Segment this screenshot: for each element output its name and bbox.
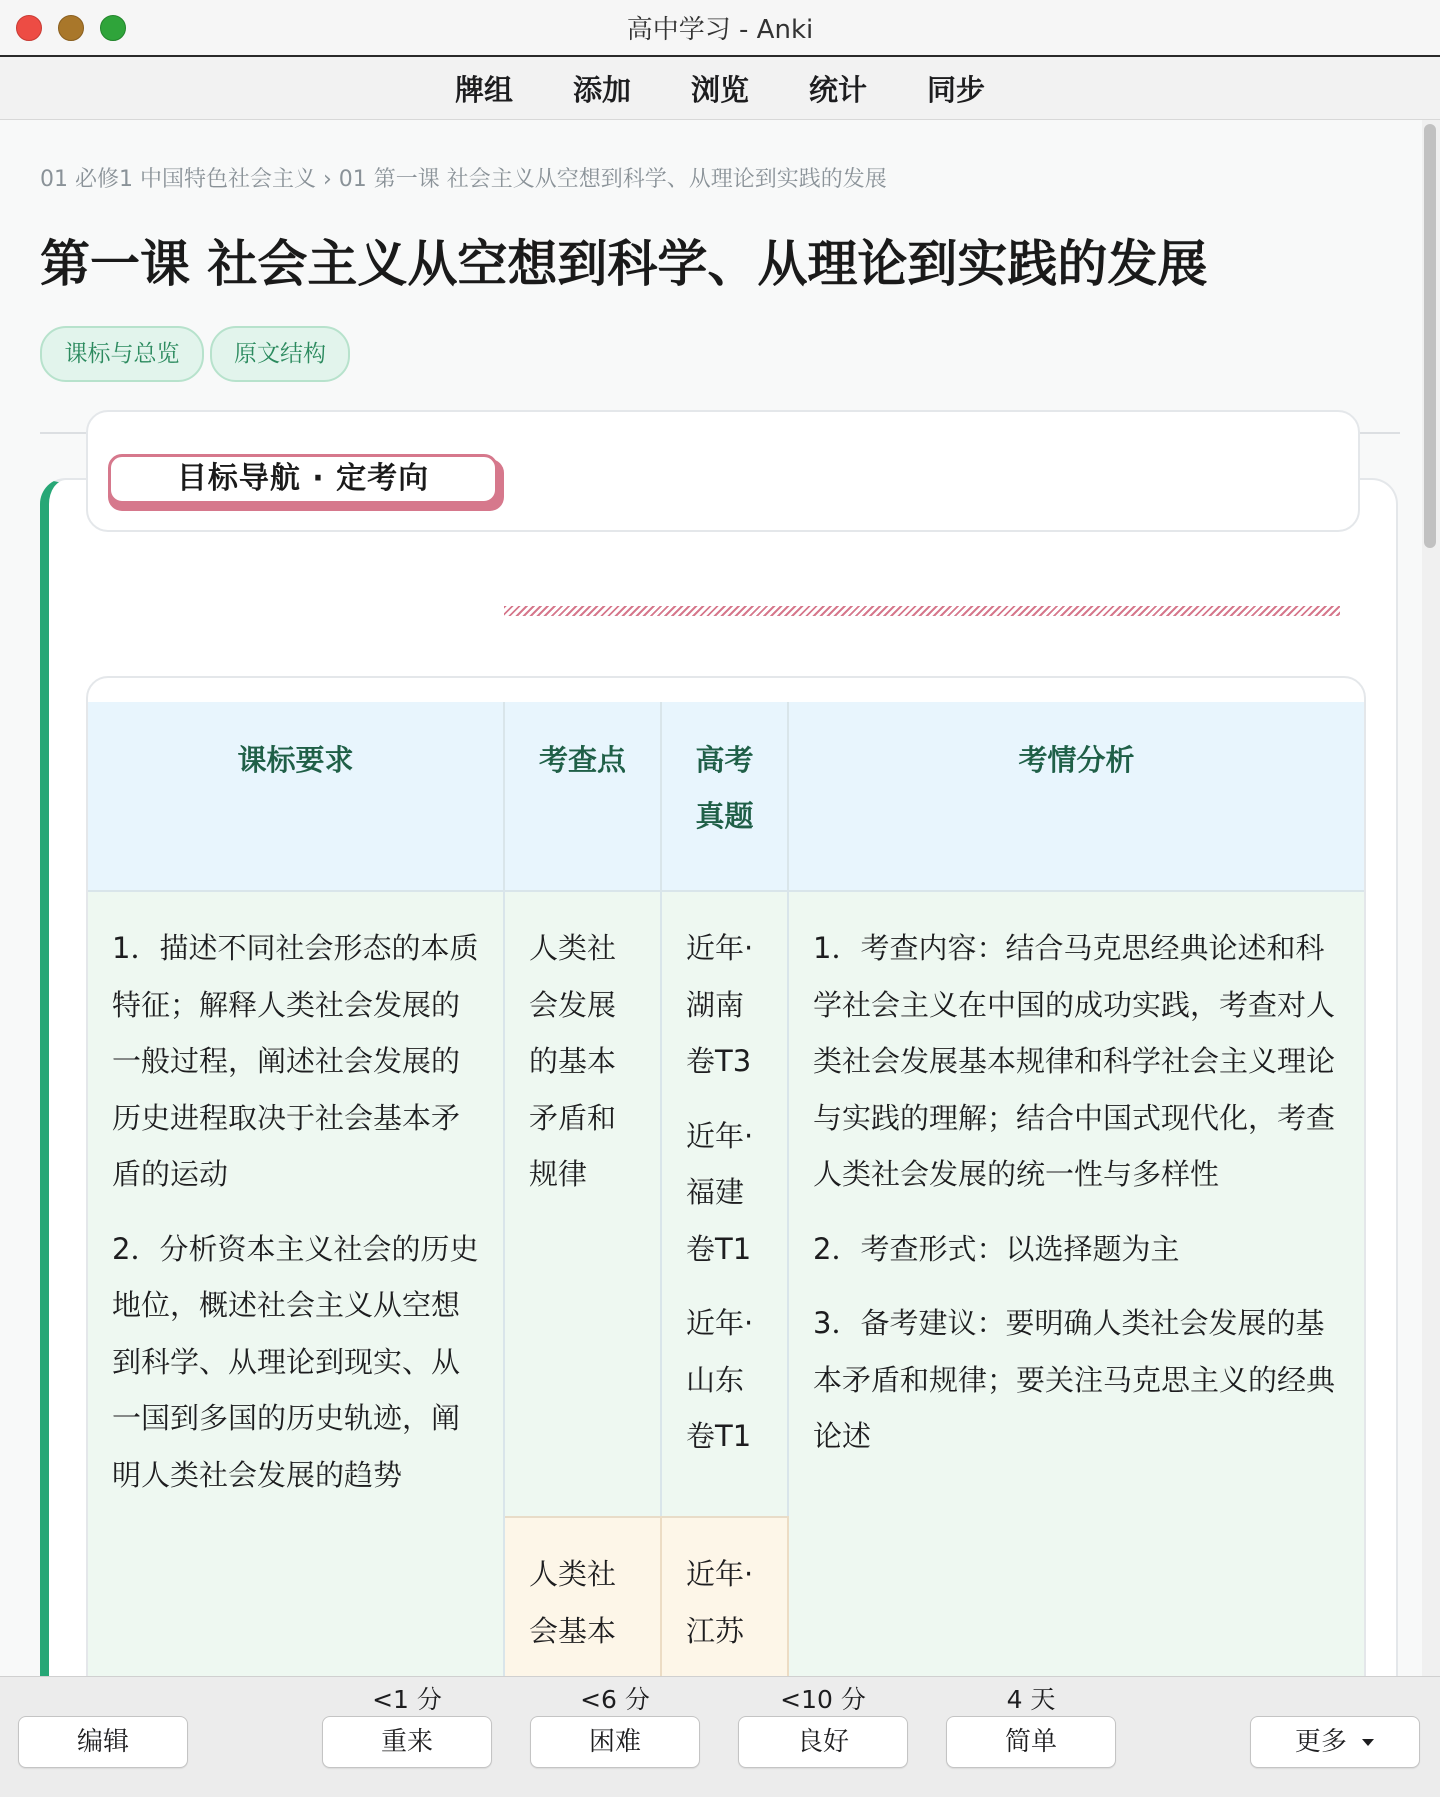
exam-question-2: 近年·福建卷T1	[686, 1118, 754, 1266]
header-analysis	[789, 702, 1364, 892]
zoom-window-icon[interactable]	[100, 15, 126, 41]
tag-text-structure[interactable]: 原文结构	[210, 326, 350, 382]
hard-button[interactable]: 困难	[530, 1716, 700, 1768]
minimize-window-icon[interactable]	[58, 15, 84, 41]
analysis-item-2: 2．考查形式：以选择题为主	[813, 1231, 1180, 1266]
header-test-point	[505, 702, 662, 892]
answer-bar	[0, 1676, 1440, 1797]
header-test-point-label: 考查点	[538, 743, 626, 777]
easy-interval: 4 天	[1006, 1685, 1056, 1714]
cell-analysis	[789, 892, 1364, 1690]
more-button[interactable]	[1250, 1716, 1420, 1768]
menu-browse[interactable]: 浏览	[690, 72, 749, 107]
analysis-item-3: 3．备考建议：要明确人类社会发展的基本矛盾和规律；要关注马克思主义的经典论述	[813, 1306, 1336, 1453]
more-button-label: 更多	[1294, 1727, 1347, 1757]
edit-button[interactable]: 编辑	[18, 1716, 188, 1768]
curriculum-item-1: 1．描述不同社会形态的本质特征；解释人类社会发展的一般过程，阐述社会发展的历史进程取决于社会基本矛盾的运动	[112, 931, 479, 1191]
exam-question-1: 近年·湖南卷T3	[686, 931, 754, 1078]
nav-hatch-decoration	[504, 606, 1340, 616]
good-button[interactable]: 良好	[738, 1716, 908, 1768]
cell-exam-questions-2	[662, 1516, 789, 1690]
main-menubar	[0, 57, 1440, 120]
window-title: 高中学习 - Anki	[626, 15, 814, 45]
title-bar	[0, 0, 1440, 57]
header-curriculum-label: 课标要求	[237, 743, 354, 777]
curriculum-item-2: 2．分析资本主义社会的历史地位，概述社会主义从空想到科学、从理论到现实、从一国到多国的历史轨迹，阐明人类社会发展的趋势	[112, 1231, 479, 1492]
hard-interval: <6 分	[580, 1685, 650, 1714]
tag-curriculum-overview[interactable]: 课标与总览	[40, 326, 204, 382]
scrollbar-thumb[interactable]	[1424, 124, 1436, 548]
exam-table	[86, 676, 1366, 1690]
cell-exam-questions-1	[662, 892, 789, 1516]
menu-stats[interactable]: 统计	[809, 72, 868, 107]
good-interval: <10 分	[780, 1685, 866, 1714]
menu-decks[interactable]: 牌组	[454, 72, 513, 107]
again-interval: <1 分	[372, 1685, 442, 1714]
cell-curriculum	[88, 892, 505, 1690]
easy-button[interactable]: 简单	[946, 1716, 1116, 1768]
test-point-2-text: 人类社会基本	[529, 1557, 617, 1648]
menu-sync[interactable]: 同步	[927, 72, 986, 107]
chevron-down-icon	[1361, 1738, 1375, 1748]
test-point-1-text: 人类社会发展的基本矛盾和规律	[529, 931, 617, 1191]
page-title: 第一课 社会主义从空想到科学、从理论到实践的发展	[40, 235, 1208, 293]
cell-test-point-2	[505, 1516, 662, 1690]
nav-label: 目标导航 · 定考向	[108, 454, 498, 504]
breadcrumb[interactable]: 01 必修1 中国特色社会主义 › 01 第一课 社会主义从空想到科学、从理论到实践的发展	[40, 167, 887, 192]
header-exam-label-2: 真题	[695, 799, 754, 833]
close-window-icon[interactable]	[16, 15, 42, 41]
header-curriculum	[88, 702, 505, 892]
header-exam-questions	[662, 702, 789, 892]
header-exam-label-1: 高考	[695, 743, 754, 777]
window-controls	[16, 15, 126, 41]
header-analysis-label: 考情分析	[1018, 743, 1135, 777]
again-button[interactable]: 重来	[322, 1716, 492, 1768]
cell-test-point-1	[505, 892, 662, 1516]
analysis-item-1: 1．考查内容：结合马克思经典论述和科学社会主义在中国的成功实践，考查对人类社会发展基本规律和科学社会主义理论与实践的理解；结合中国式现代化，考查人类社会发展的统一性与多样性	[813, 931, 1336, 1191]
exam-question-4: 近年·江苏	[686, 1557, 754, 1648]
menu-add[interactable]: 添加	[572, 72, 631, 107]
exam-question-3: 近年·山东卷T1	[686, 1306, 754, 1453]
